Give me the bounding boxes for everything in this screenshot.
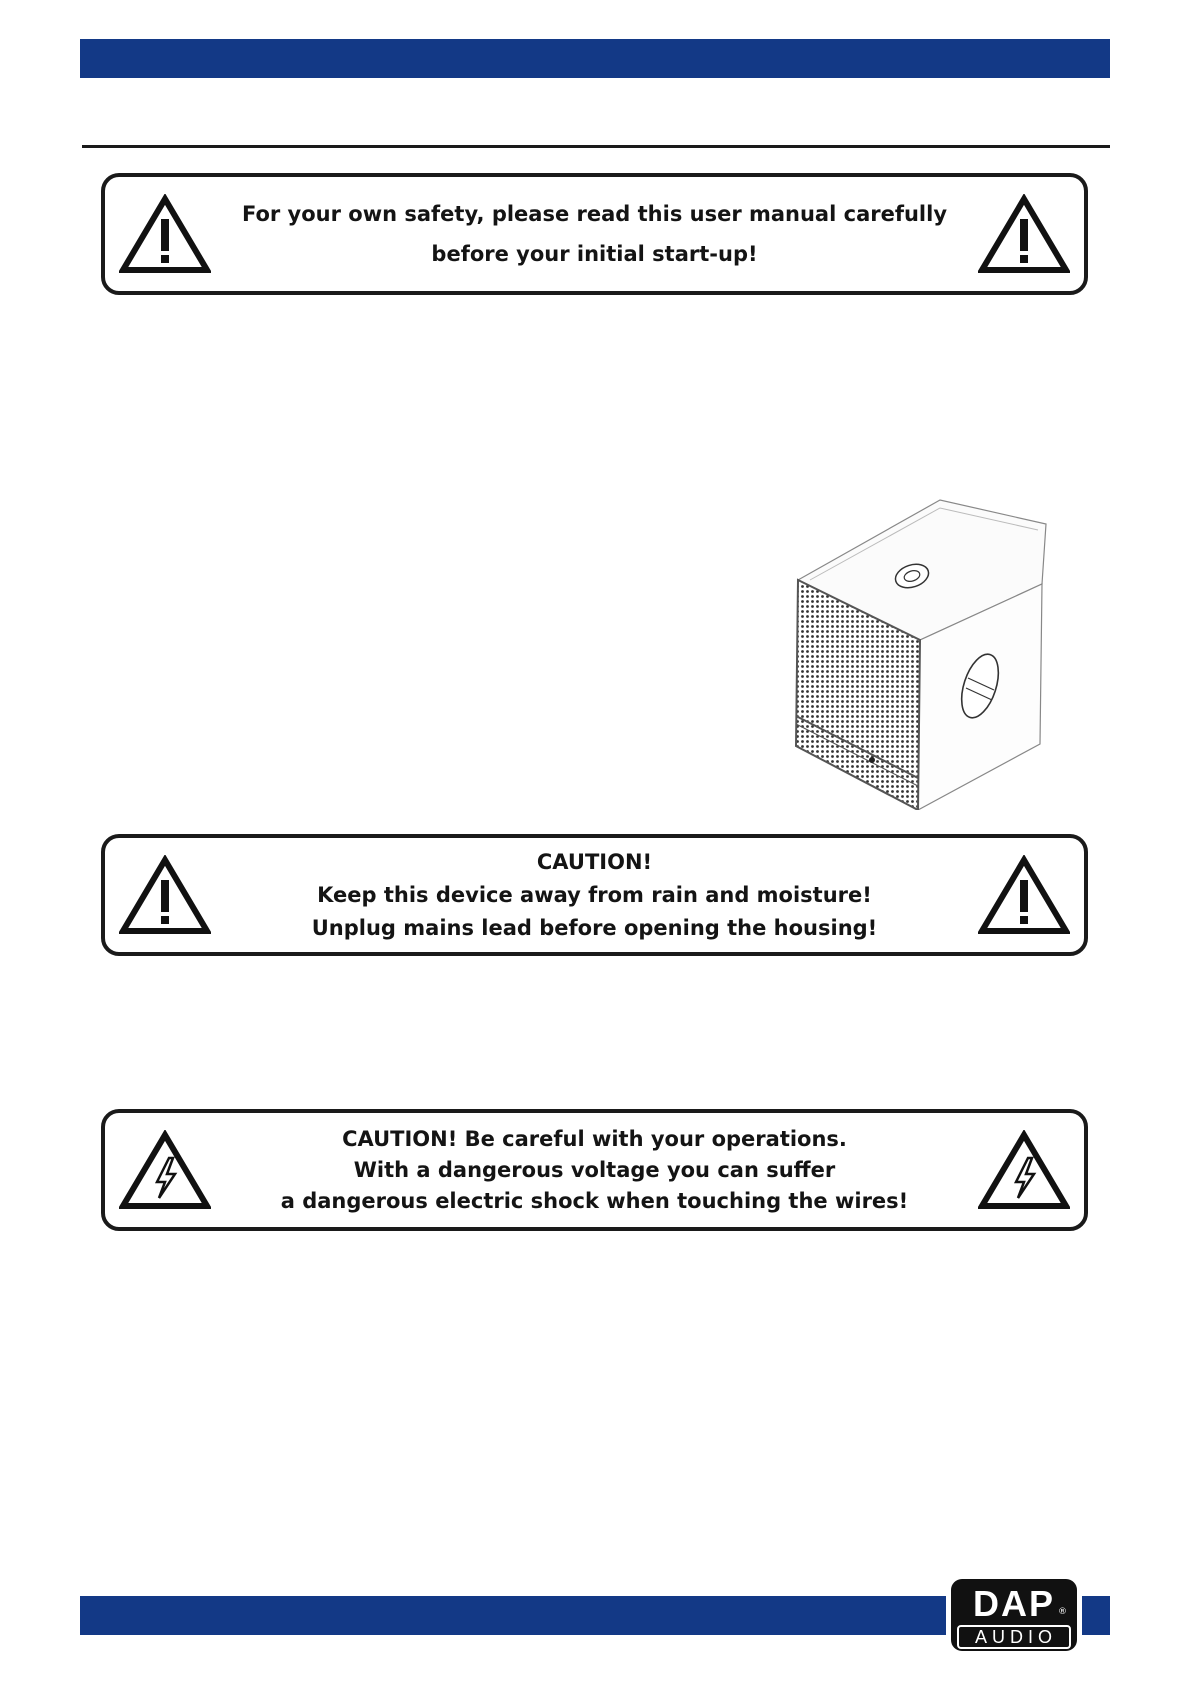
high-voltage-warning-icon: [119, 1130, 211, 1210]
warning-line: Unplug mains lead before opening the housing!: [311, 915, 878, 940]
high-voltage-warning-icon: [978, 1130, 1070, 1210]
header-rule: [82, 145, 1110, 148]
logo-audio-text: AUDIO: [957, 1625, 1071, 1649]
exclamation-warning-icon: [119, 855, 211, 935]
warning-line: Keep this device away from rain and moisture!: [317, 882, 872, 907]
logo-background: [951, 1579, 1077, 1651]
safety-notice-box: [101, 173, 1088, 295]
warning-line: a dangerous electric shock when touching the wires!: [280, 1188, 909, 1213]
caution-voltage-box: [101, 1109, 1088, 1231]
warning-line: With a dangerous voltage you can suffer: [353, 1157, 836, 1182]
logo-registered-mark: ®: [1058, 1607, 1067, 1617]
safety-notice-text: [225, 177, 964, 291]
dap-audio-logo: [946, 1574, 1082, 1656]
subwoofer-illustration: [790, 494, 1048, 810]
exclamation-warning-icon: [119, 194, 211, 274]
warning-line: For your own safety, please read this user manual carefully: [241, 202, 948, 226]
caution-voltage-text: [225, 1113, 964, 1227]
logo-brand-text: DAP: [972, 1583, 1055, 1624]
exclamation-warning-icon: [978, 194, 1070, 274]
warning-line: CAUTION!: [536, 849, 653, 874]
header-bar: [80, 39, 1110, 78]
exclamation-warning-icon: [978, 855, 1070, 935]
warning-line: before your initial start-up!: [431, 242, 758, 266]
warning-line: CAUTION! Be careful with your operations.: [342, 1126, 847, 1151]
caution-moisture-text: [225, 838, 964, 952]
caution-moisture-box: [101, 834, 1088, 956]
